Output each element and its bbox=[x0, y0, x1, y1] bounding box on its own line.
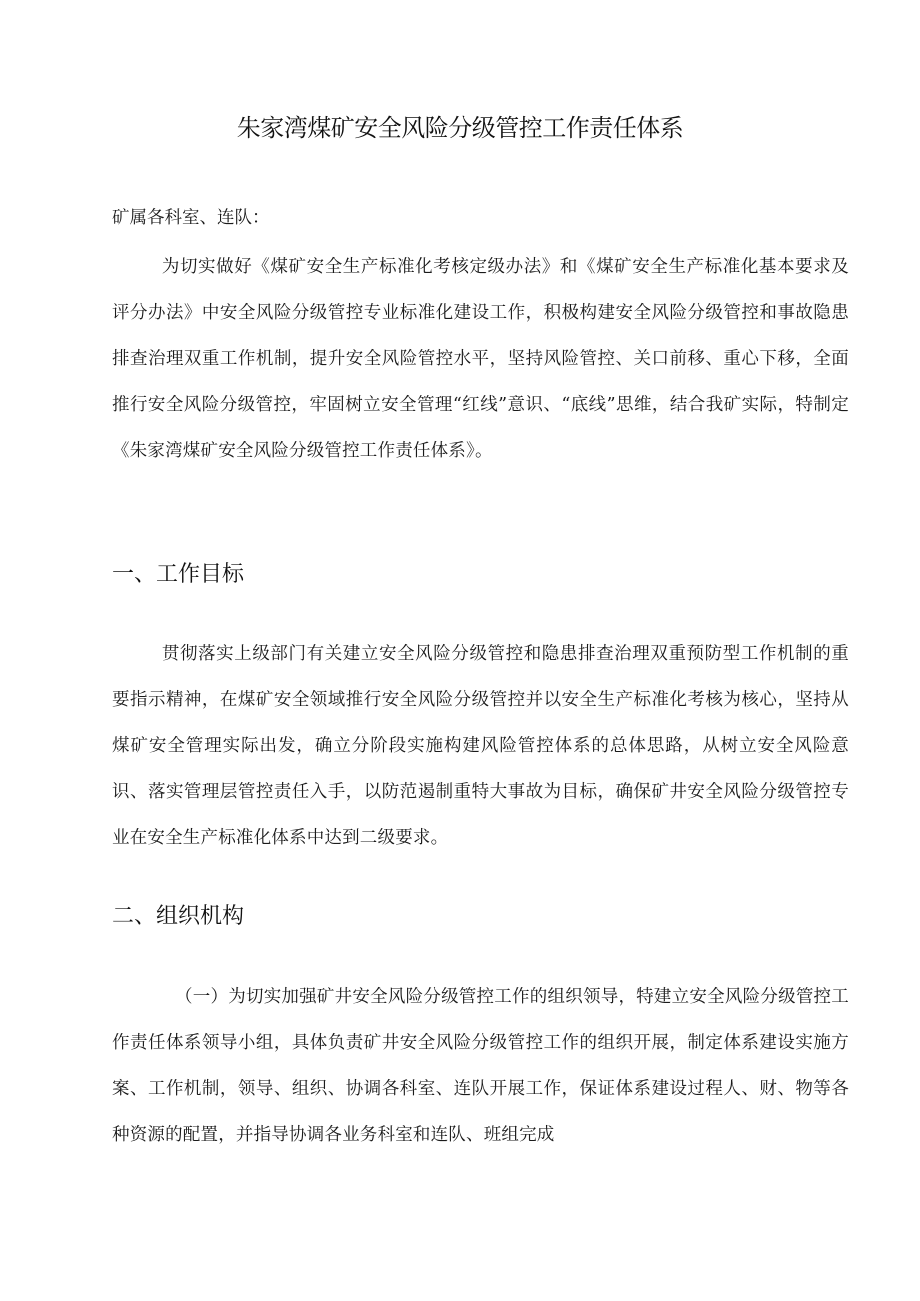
document-title: 朱家湾煤矿安全风险分级管控工作责任体系 bbox=[236, 114, 684, 142]
section-heading-organization: 二、组织机构 bbox=[112, 904, 245, 929]
intro-paragraph: 为切实做好《煤矿安全生产标准化考核定级办法》和《煤矿安全生产标准化基本要求及评分办法》中安全风险分级管控专业标准化建设工作，积极构建安全风险分级管控和事故隐患排查治理双重工作机制，提升安全风险管控水平，坚持风险管控、关口前移、重心下移，全面推行安全风险分级管控，牢固树立安全管理“红线”意识、“底线”思维，结合我矿实际，特制定《朱家湾煤矿安全风险分级管控工作责任体系》。 bbox=[112, 257, 849, 461]
goals-paragraph: 贯彻落实上级部门有关建立安全风险分级管控和隐患排查治理双重预防型工作机制的重要指示精神，在煤矿安全领域推行安全风险分级管控并以安全生产标准化考核为核心，坚持从煤矿安全管理实际出发，确立分阶段实施构建风险管控体系的总体思路，从树立安全风险意识、落实管理层管控责任入手，以防范遏制重特大事故为目标，确保矿井安全风险分级管控专业在安全生产标准化体系中达到二级要求。 bbox=[112, 644, 849, 848]
section-heading-goals: 一、工作目标 bbox=[112, 562, 245, 587]
salutation: 矿属各科室、连队： bbox=[112, 208, 270, 228]
organization-paragraph: （一）为切实加强矿井安全风险分级管控工作的组织领导，特建立安全风险分级管控工作责任体系领导小组，具体负责矿井安全风险分级管控工作的组织开展，制定体系建设实施方案、工作机制，领导、组织、协调各科室、连队开展工作，保证体系建设过程人、财、物等各种资源的配置，并指导协调各业务科室和连队、班组完成 bbox=[112, 987, 849, 1145]
